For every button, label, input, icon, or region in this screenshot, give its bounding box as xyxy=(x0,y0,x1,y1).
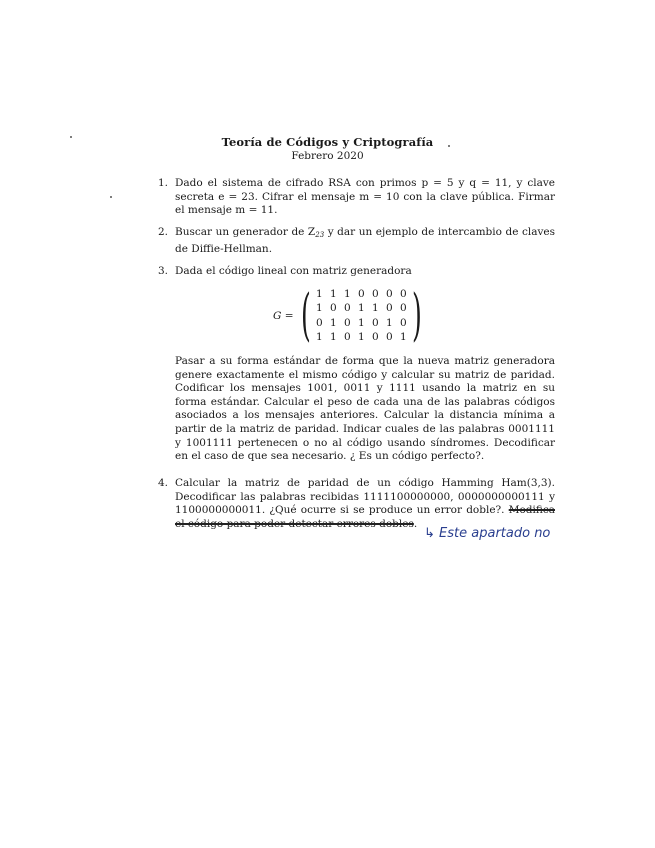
matrix-cell: 0 xyxy=(330,302,337,315)
matrix-cell: 1 xyxy=(386,316,393,329)
matrix-cell: 1 xyxy=(316,330,323,343)
matrix-cell: 1 xyxy=(358,330,365,343)
left-paren: ( xyxy=(300,283,311,348)
handwritten-note xyxy=(424,526,550,541)
generator-matrix xyxy=(273,283,424,348)
matrix-cell: 1 xyxy=(372,302,379,315)
matrix-cell: 0 xyxy=(344,330,351,343)
matrix-cell: 0 xyxy=(344,302,351,315)
matrix-cell: 1 xyxy=(400,330,407,343)
matrix-cell: 0 xyxy=(400,302,407,315)
matrix-cell: 0 xyxy=(400,288,407,301)
matrix-cell: 0 xyxy=(344,316,351,329)
problem-4-number: 4. xyxy=(158,477,169,489)
matrix-cell: 1 xyxy=(358,316,365,329)
problem-4-end: . xyxy=(413,517,418,530)
arrow-icon: ↳ xyxy=(424,526,435,541)
matrix-cell: 0 xyxy=(372,316,379,329)
struck-out-text: Modifica el código para poder detectar errores dobles xyxy=(175,504,555,530)
matrix-cell: 1 xyxy=(330,316,337,329)
exam-title: Teoría de Códigos y Criptografía xyxy=(221,135,434,149)
matrix-cell: 1 xyxy=(358,302,365,315)
problem-2-before: Buscar un generador de Z xyxy=(175,226,316,238)
problem-3-number: 3. xyxy=(158,265,169,277)
scan-speck xyxy=(110,196,112,198)
matrix-cell: 1 xyxy=(344,288,351,301)
matrix-grid xyxy=(312,288,410,344)
matrix-cell: 1 xyxy=(330,330,337,343)
problem-2-number: 2. xyxy=(158,226,169,238)
problem-1-body: Dado el sistema de cifrado RSA con primos p = 5 y q = 11, y clave secreta e = 23. Cifrar el mensaje m = 10 con la clave pública. Firmar el mensaje m = 11. xyxy=(175,177,555,217)
matrix-cell: 0 xyxy=(358,288,365,301)
exam-date: Febrero 2020 xyxy=(291,150,364,162)
handwritten-note-text: Este apartado no xyxy=(439,526,551,541)
problem-2-after: y dar un ejemplo de intercambio de claves de Diffie-Hellman. xyxy=(175,226,555,255)
matrix-cell: 0 xyxy=(372,330,379,343)
problem-2-subscript: 23 xyxy=(315,231,325,239)
matrix-cell: 0 xyxy=(372,288,379,301)
matrix-cell: 0 xyxy=(400,316,407,329)
matrix-cell: 0 xyxy=(386,288,393,301)
problem-2-text xyxy=(175,226,555,256)
problem-3-body-text: Pasar a su forma estándar de forma que la nueva matriz generadora genere exactamente el mismo código y calcular su matriz de paridad. Codificar los mensajes 1001, 0011 y 1111 usando la matriz en su forma estándar. Calcular el peso de cada una de las palabras códigos asociados a los mensajes anteriores. Calcular la distancia mínima a partir de la matriz de paridad. Indicar cuales de las palabras 0001111 y 1001111 pertenecen o no al código usando síndromes. Decodificar en el caso de que sea necesario. ¿ Es un código perfecto?. xyxy=(175,355,555,463)
matrix-cell: 1 xyxy=(316,288,323,301)
right-paren: ) xyxy=(412,283,423,348)
problem-1-number: 1. xyxy=(158,177,169,189)
matrix-cell: 1 xyxy=(316,302,323,315)
matrix-cell: 0 xyxy=(386,330,393,343)
problem-4-body: Calcular la matriz de paridad de un código Hamming Ham(3,3). Decodificar las palabras recibidas 1111100000000, 0000000000111 y 1100000000011. ¿Qué ocurre si se produce un error doble?. xyxy=(175,477,555,517)
problem-3-intro-text: Dada el código lineal con matriz generadora xyxy=(175,265,412,277)
matrix-cell: 1 xyxy=(330,288,337,301)
matrix-cell: 0 xyxy=(386,302,393,315)
problem-1-text xyxy=(175,177,555,218)
problem-4-text xyxy=(175,477,555,531)
problem-3-body xyxy=(175,355,555,464)
problem-3-intro xyxy=(175,265,555,279)
matrix-cell: 0 xyxy=(316,316,323,329)
matrix-label: G = xyxy=(273,310,294,322)
